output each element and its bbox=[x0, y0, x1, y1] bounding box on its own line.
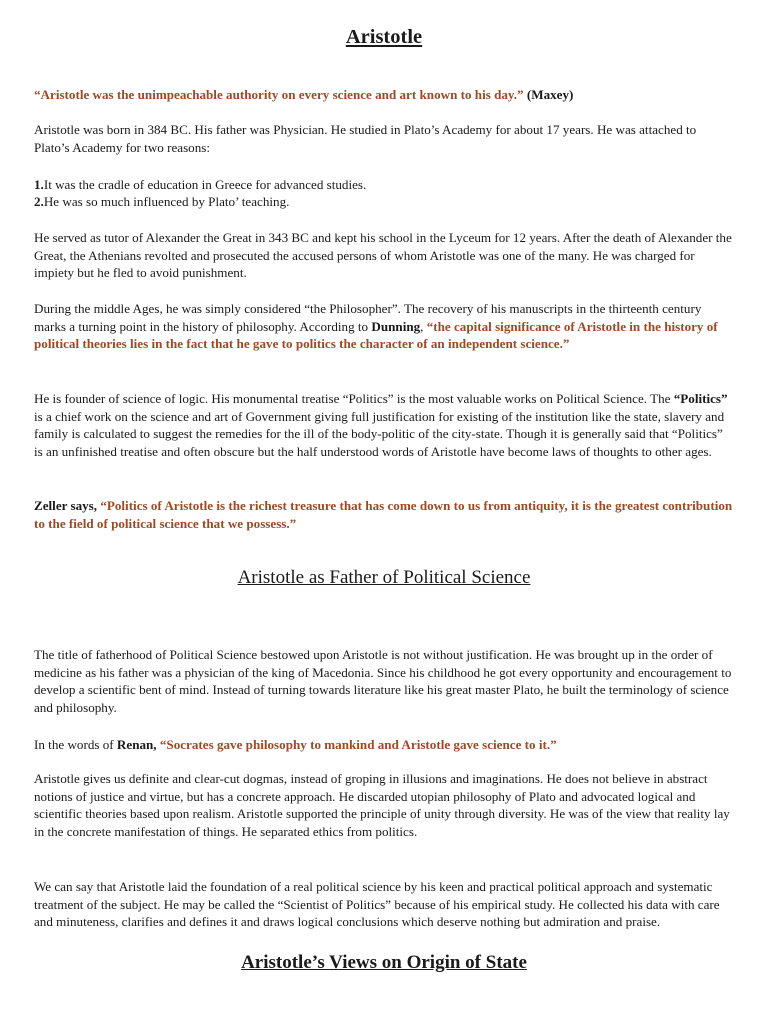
foundation-paragraph: We can say that Aristotle laid the foundation of a real political science by his keen and practical political approach and systematic treatment of the subject. He may be called the “Scientist of Politics” because of his empirical study. He collected his data with care and minuteness, clarifies and defines it and draws logical conclusions which deserve nothing but admiration and praise. bbox=[34, 879, 720, 930]
logic-text-b: is a chief work on the science and art of Government giving full justification for existing of the institution like the state, slavery and family is calculated to suggest the remedies for the ill of the body-politic of the city-state. Though it is generally said that “Politics” is an unfinished treatise and often obscure but the half understood words of Aristotle have become laws of thoughts to other ages. bbox=[34, 408, 725, 459]
reason-number: 1. bbox=[34, 177, 44, 192]
dunning-quote: “the capital significance of Aristotle in the history of political theories lies in the fact that he gave to politics the character of an independent science.” bbox=[34, 318, 718, 352]
reason-number: 2. bbox=[34, 194, 44, 209]
logic-text-a: He is founder of science of logic. His monumental treatise “Politics” is the most valuable works on Political Science. The bbox=[34, 391, 671, 406]
politics-bold: “Politics” bbox=[673, 391, 728, 406]
page-title: Aristotle bbox=[345, 26, 423, 48]
middle-ages-text: During the middle Ages, he was simply considered “the Philosopher”. The recovery of his manuscripts in the thirteenth century marks a turning point in the history of philosophy. According to bbox=[34, 301, 702, 334]
logic-paragraph bbox=[34, 390, 734, 460]
opening-quote bbox=[34, 86, 734, 104]
section-heading-origin: Aristotle’s Views on Origin of State bbox=[241, 952, 527, 973]
reason-text: He was so much influenced by Plato’ teaching. bbox=[43, 194, 290, 209]
reason-text: It was the cradle of education in Greece for advanced studies. bbox=[43, 177, 367, 192]
renan-lead: In the words of bbox=[34, 737, 114, 752]
zeller-author: Zeller says, bbox=[34, 498, 98, 513]
renan-quote: “Socrates gave philosophy to mankind and Aristotle gave science to it.” bbox=[159, 737, 557, 752]
zeller-quote: “Politics of Aristotle is the richest treasure that has come down to us from antiquity, it is the greatest contribution to the field of political science that we possess.” bbox=[34, 498, 733, 531]
tutor-paragraph: He served as tutor of Alexander the Great in 343 BC and kept his school in the Lyceum for 12 years. After the death of Alexander the Great, the Athenians revolted and prosecuted the accused persons of whom Aristotle was one of the many. He was charged for impiety but he fled to avoid punishment. bbox=[34, 230, 732, 281]
intro-paragraph: Aristotle was born in 384 BC. His father was Physician. He studied in Plato’s Academy for about 17 years. He was attached to Plato’s Academy for two reasons: bbox=[34, 122, 697, 155]
zeller-paragraph bbox=[34, 497, 734, 532]
renan-paragraph bbox=[34, 736, 734, 754]
dogmas-paragraph: Aristotle gives us definite and clear-cut dogmas, instead of groping in illusions and imaginations. He does not believe in abstract notions of justice and virtue, but has a concrete approach. He discarded utopian philosophy of Plato and advocated logical and scientific theories based upon realism. Aristotle supported the principle of unity through diversity. He was of the view that reality lay in the concrete manifestation of things. He separated ethics from politics. bbox=[34, 771, 730, 839]
renan-author: Renan, bbox=[116, 737, 157, 752]
opening-quote-source: (Maxey) bbox=[526, 87, 574, 102]
dunning-author: Dunning bbox=[371, 318, 421, 334]
opening-quote-text: “Aristotle was the unimpeachable authority on every science and art known to his day.” bbox=[34, 87, 524, 102]
father-paragraph: The title of fatherhood of Political Science bestowed upon Aristotle is not without justification. He was brought up in the order of medicine as his father was a physician of the king of Macedonia. Since his childhood he got every opportunity and encouragement to develop a scientific bent of mind. Instead of turning towards literature like his great master Plato, he built the terminology of science and philosophy. bbox=[34, 647, 732, 715]
middle-ages-paragraph: During the middle Ages, he was simply considered “the Philosopher”. The recovery of his manuscripts in the thirteenth century marks a turning point in the history of philosophy. According to Dunning, “the capital significance of Aristotle in the history of political theories lies in the fact that he gave to politics the character of an independent science.” bbox=[34, 301, 718, 352]
section-heading-father: Aristotle as Father of Political Science bbox=[237, 567, 531, 588]
reason-item bbox=[34, 176, 734, 194]
reason-item bbox=[34, 193, 734, 211]
